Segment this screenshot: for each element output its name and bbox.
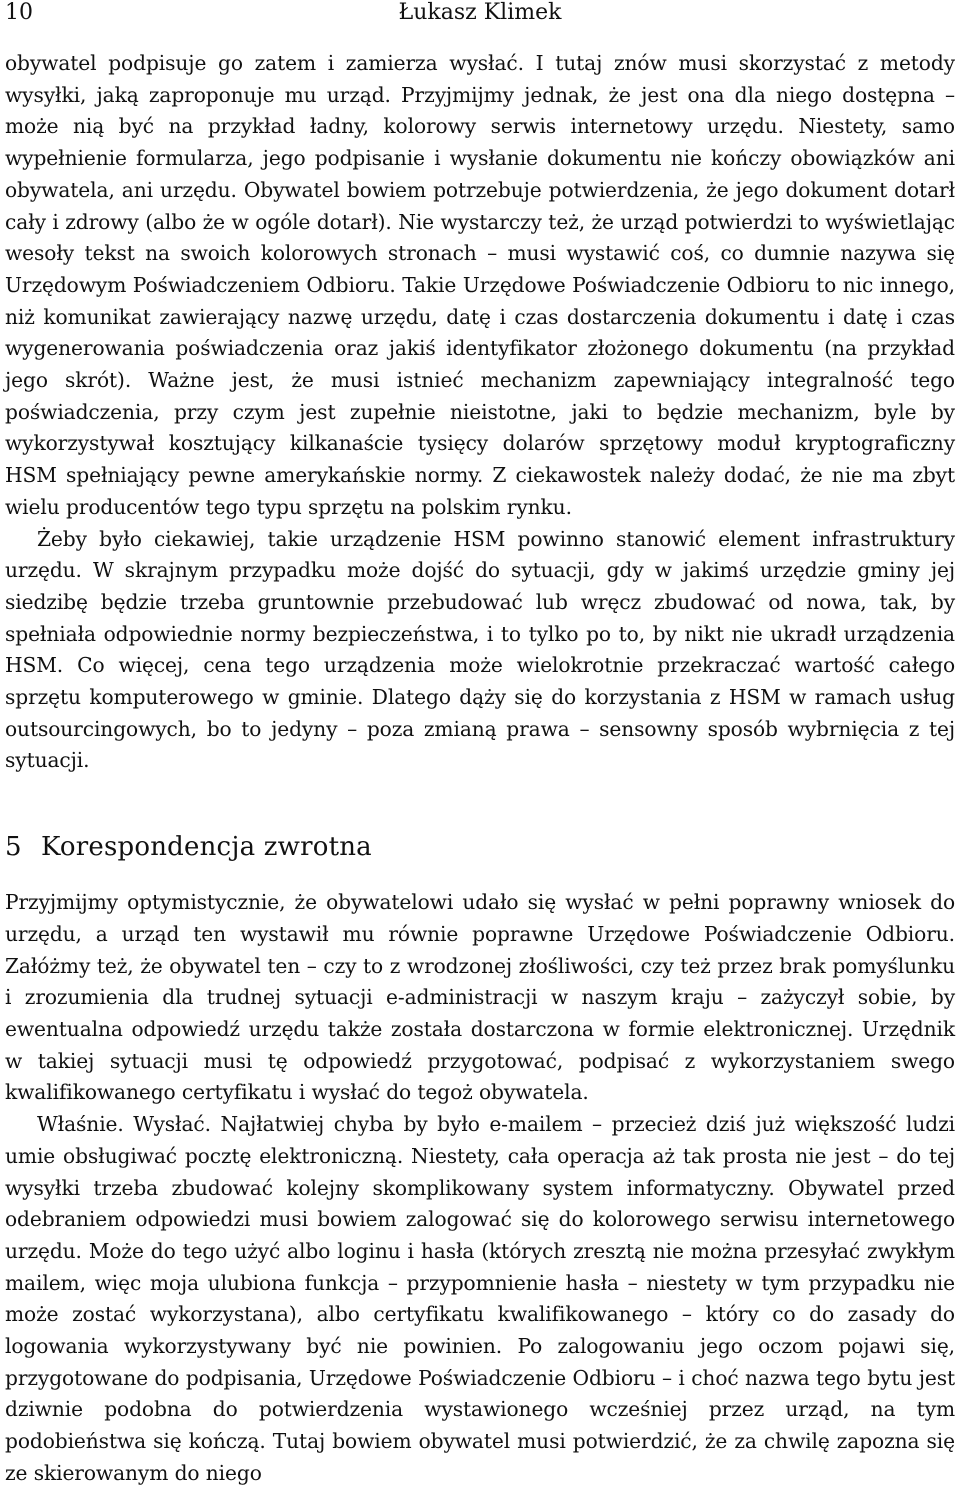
paragraph: obywatel podpisuje go zatem i zamierza wysłać. I tutaj znów musi skorzystać z metody wysyłki, jaką zaproponuje mu urząd. Przyjmijmy jednak, że jest ona dla niego dostępna – może nią być na przykład ładny, kolorowy serwis internetowy urzędu. Niestety, samo wypełnienie formularza, jego podpisanie i wysłanie dokumentu nie kończy obowiązków ani obywatela, ani urzędu. Obywatel bowiem potrzebuje potwierdzenia, że jego dokument dotarł cały i zdrowy (albo że w ogóle dotarł). Nie wystarczy też, że urząd potwierdzi to wyświetlając wesoły tekst na swoich kolorowych stronach – musi wystawić coś, co dumnie nazywa się Urzędowym Poświadczeniem Odbioru. Takie Urzędowe Poświadczenie Odbioru to nic innego, niż komunikat zawierający nazwę urzędu, datę i czas dostarczenia dokumentu i datę i czas wygenerowania poświadczenia oraz jakiś identyfikator złożonego dokumentu (na przykład jego skrót). Ważne jest, że musi istnieć mechanizm zapewniający integralność tego poświadczenia, przy czym jest zupełnie nieistotne, jaki to będzie mechanizm, byle by wykorzystywał kosztujący kilkanaście tysięcy dolarów sprzętowy moduł kryptograficzny HSM spełniający pewne amerykańskie normy. Z ciekawostek należy dodać, że nie ma zbyt wielu producentów tego typu sprzętu na polskim rynku. <box>5 51 955 519</box>
body-text <box>5 48 955 1490</box>
paragraph: Żeby było ciekawiej, takie urządzenie HSM powinno stanowić element infrastruktury urzędu. W skrajnym przypadku może dojść do sytuacji, gdy w jakimś urzędzie gminy jej siedzibę będzie trzeba gruntownie przebudować lub wręcz zbudować od nowa, tak, by spełniała odpowiednie normy bezpieczeństwa, i to tylko po to, by nikt nie ukradł urządzenia HSM. Co więcej, cena tego urządzenia może wielokrotnie przekraczać wartość całego sprzętu komputerowego w gminie. Dlatego dąży się do korzystania z HSM w ramach usług outsourcingowych, bo to jedyny – poza zmianą prawa – sensowny sposób wybrnięcia z tej sytuacji. <box>5 526 955 773</box>
section-number: 5 <box>5 832 22 863</box>
paragraph: Właśnie. Wysłać. Najłatwiej chyba by było e-mailem – przecież dziś już większość ludzi umie obsługiwać pocztę elektroniczną. Niestety, cała operacja aż tak prosta nie jest – do tej wysyłki trzeba zbudować kolejny skomplikowany system informatyczny. Obywatel przed odebraniem odpowiedzi musi bowiem zalogować się do kolorowego serwisu internetowego urzędu. Może do tego użyć albo loginu i hasła (których zresztą nie można przesyłać zwykłym mailem, więc moja ulubiona funkcja – przypomnienie hasła – niestety w tym przypadku nie może zostać wykorzystana), albo certyfikatu kwalifikowanego – który co do zasady do logowania wykorzystywany być nie powinien. Po zalogowaniu jego oczom pojawi się, przygotowane do podpisania, Urzędowe Poświadczenie Odbioru – i choć nazwa tego bytu jest dziwnie podobna do potwierdzenia wystawionego wcześniej przez urząd, na tym podobieństwa się kończą. Tutaj bowiem obywatel musi potwierdzić, że za chwilę zapozna się ze skierowanym do niego <box>5 1112 955 1485</box>
document-page <box>5 0 955 1490</box>
paragraph: Przyjmijmy optymistycznie, że obywatelowi udało się wysłać w pełni poprawny wniosek do urzędu, a urząd ten wystawił mu równie poprawne Urzędowe Poświadczenie Odbioru. Załóżmy też, że obywatel ten – czy to z wrodzonej złośliwości, czy też przez brak pomyślunku i zrozumienia dla trudnej sytuacji e-administracji w naszym kraju – zażyczył sobie, by ewentualna odpowiedź urzędu także została dostarczona w formie elektronicznej. Urzędnik w takiej sytuacji musi tę odpowiedź przygotować, podpisać z wykorzystaniem swego kwalifikowanego certyfikatu i wysłać do tegoż obywatela. <box>5 890 955 1105</box>
running-header <box>5 0 955 26</box>
section-heading <box>5 831 955 863</box>
section-title: Korespondencja zwrotna <box>41 832 372 863</box>
page-number: 10 <box>5 0 33 25</box>
running-title-author: Łukasz Klimek <box>398 0 562 25</box>
